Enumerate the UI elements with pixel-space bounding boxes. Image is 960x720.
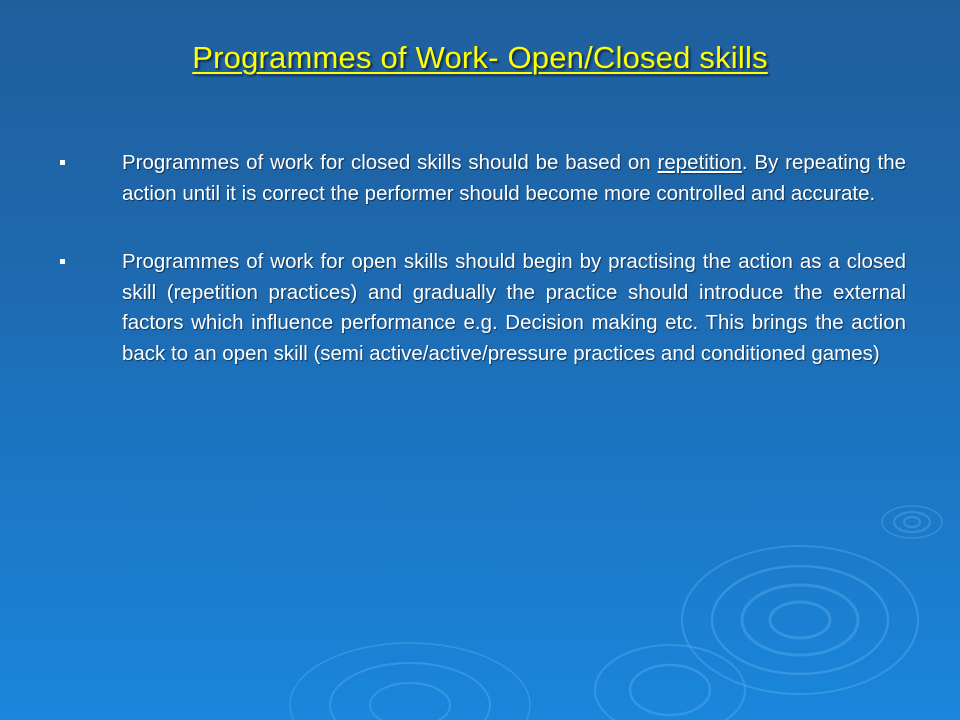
bullet-list: [60, 148, 906, 407]
bullet-text-part: Programmes of work for closed skills should be based on: [122, 151, 658, 174]
slide-title: Programmes of Work- Open/Closed skills: [192, 40, 768, 75]
square-bullet-icon: [60, 160, 65, 165]
bullet-text-part: . By repeating the action until it is correct the performer should become more controlled and accurate.: [122, 151, 906, 205]
bullet-item-closed-skills: [60, 148, 906, 209]
bullet-item-open-skills: [60, 247, 906, 369]
bullet-text-closed-skills: [122, 148, 906, 209]
bullet-text-open-skills: Programmes of work for open skills should begin by practising the action as a closed skill (repetition practices) and gradually the practice should introduce the external factors which influence performance e.g. Decision making etc. This brings the action back to an open skill (semi active/active/pressure practices and conditioned games): [122, 250, 906, 365]
square-bullet-icon: [60, 259, 65, 264]
underlined-term-repetition: repetition: [657, 151, 742, 174]
